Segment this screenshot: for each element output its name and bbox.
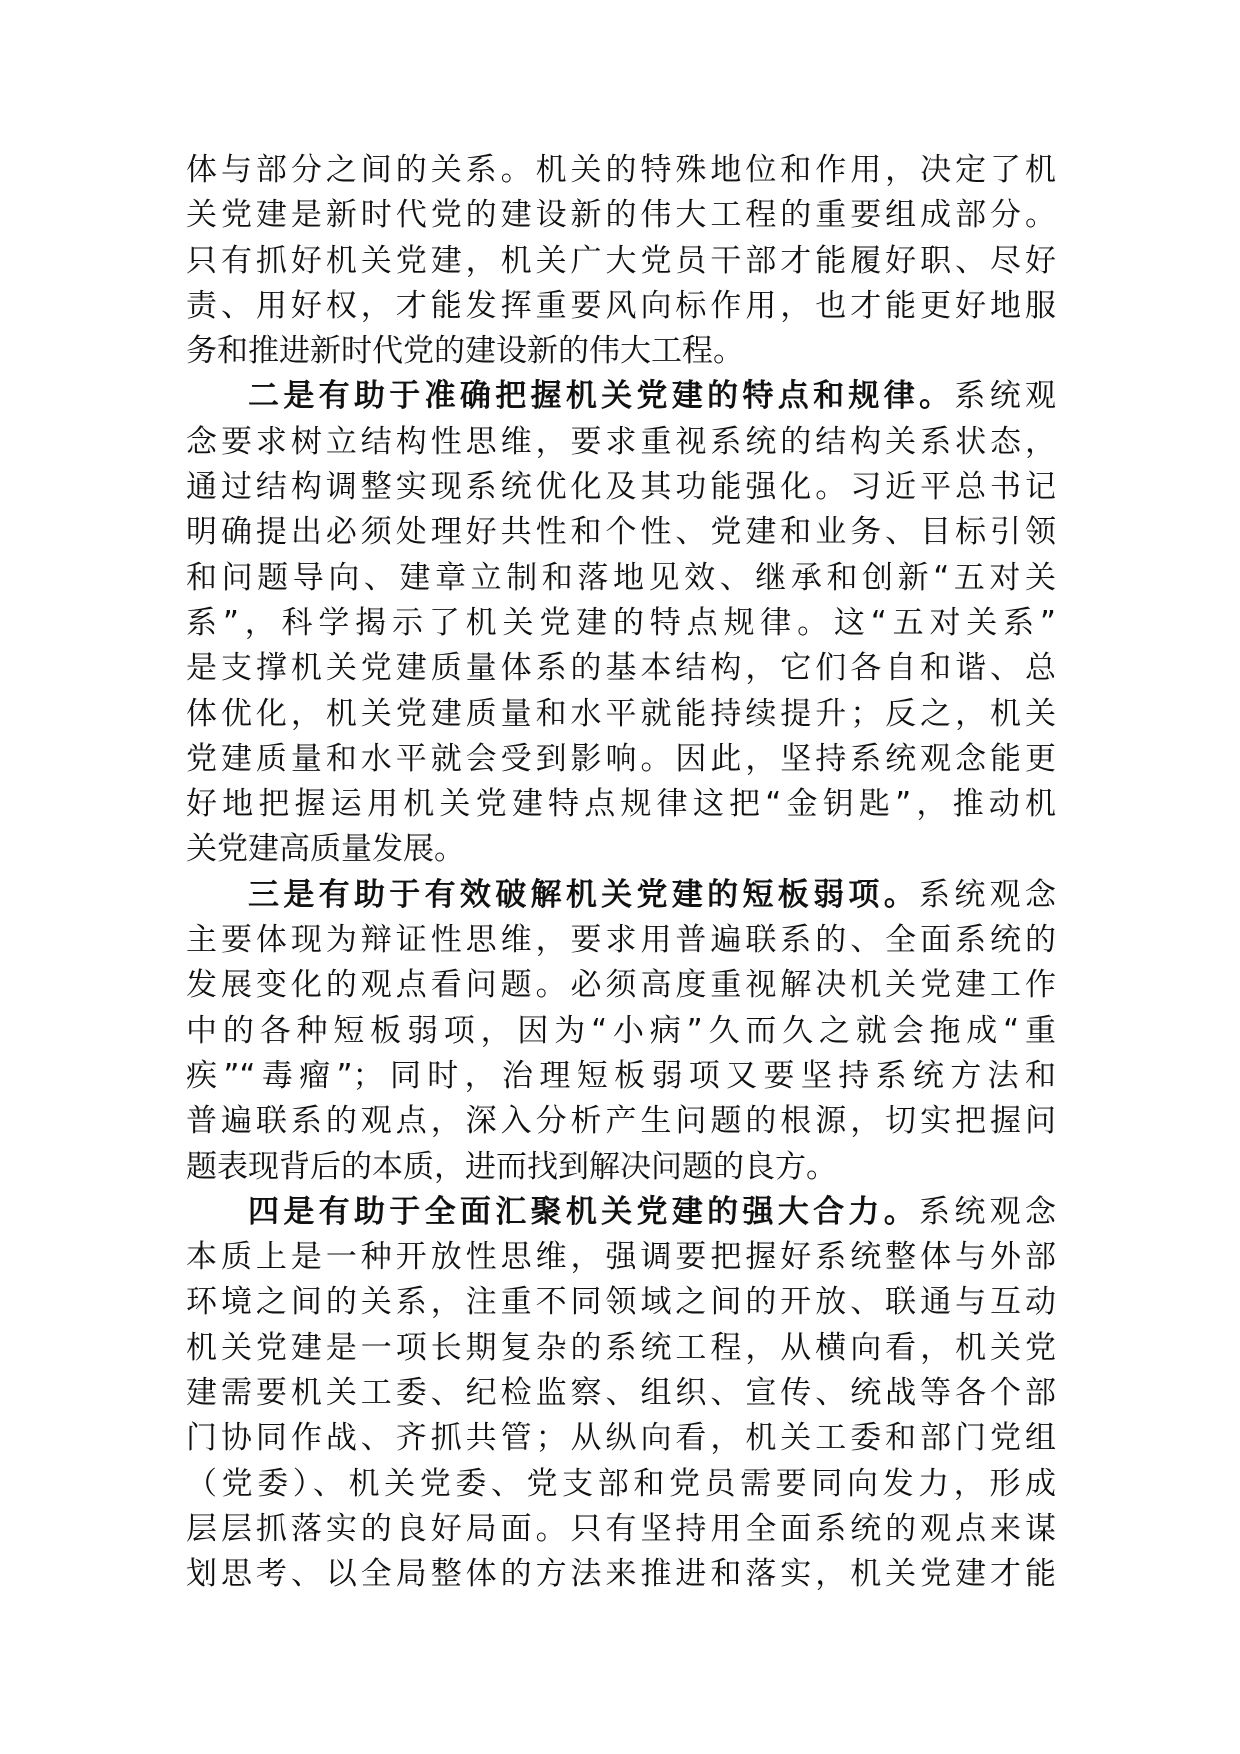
paragraph-first-line [186,873,1056,918]
paragraph-lead-heading: 四是有助于全面汇聚机关党建的强大合力。 [248,1193,920,1230]
body-text [186,148,1056,1598]
paragraph-4 [186,1190,1056,1598]
text-line: 和问题导向、建章立制和落地见效、继承和创新“五对关 [186,559,1056,596]
text-line: 主要体现为辩证性思维，要求用普遍联系的、全面系统的 [186,922,1056,959]
text-line: 系”，科学揭示了机关党建的特点规律。这“五对关系” [186,604,1056,641]
text-segment: 系统观念 [919,1193,1056,1230]
text-line: 务和推进新时代党的建设新的伟大工程。 [186,333,744,370]
text-line: 题表现背后的本质，进而找到解决问题的良方。 [186,1148,837,1185]
text-line: 体与部分之间的关系。机关的特殊地位和作用，决定了机 [186,152,1056,188]
text-line: 好地把握运用机关党建特点规律这把“金钥匙”，推动机 [186,786,1056,823]
paragraph-3 [186,873,1056,1190]
text-line: 划思考、以全局整体的方法来推进和落实，机关党建才能 [186,1556,1056,1593]
text-line: 中的各种短板弱项，因为“小病”久而久之就会拖成“重 [186,1012,1056,1049]
paragraph-lead-heading: 三是有助于有效破解机关党建的短板弱项。 [248,876,920,913]
paragraph-first-line [186,1190,1056,1235]
text-segment: 系统观 [954,378,1056,415]
paragraph-2 [186,374,1056,872]
text-line: 是支撑机关党建质量体系的基本结构，它们各自和谐、总 [186,650,1056,687]
text-line: 普遍联系的观点，深入分析产生问题的根源，切实把握问 [186,1103,1056,1140]
text-line: 门协同作战、齐抓共管；从纵向看，机关工委和部门党组 [186,1420,1056,1457]
text-line: 责、用好权，才能发挥重要风向标作用，也才能更好地服 [186,287,1056,324]
text-segment: 系统观念 [919,876,1056,913]
paragraph-first-line [186,374,1056,419]
text-line: 环境之间的关系，注重不同领域之间的开放、联通与互动 [186,1284,1056,1321]
text-line: 通过结构调整实现系统优化及其功能强化。习近平总书记 [186,469,1056,506]
paragraph-lead-heading: 二是有助于准确把握机关党建的特点和规律。 [248,378,955,415]
text-line: 关党建是新时代党的建设新的伟大工程的重要组成部分。 [186,197,1056,234]
text-line: 层层抓落实的良好局面。只有坚持用全面系统的观点来谋 [186,1510,1056,1547]
text-line: 发展变化的观点看问题。必须高度重视解决机关党建工作 [186,967,1056,1004]
text-line: 党建质量和水平就会受到影响。因此，坚持系统观念能更 [186,740,1056,777]
text-line: 关党建高质量发展。 [186,831,465,868]
text-line: （党委）、机关党委、党支部和党员需要同向发力，形成 [186,1465,1056,1502]
text-line: 念要求树立结构性思维，要求重视系统的结构关系状态， [186,423,1056,460]
text-line: 本质上是一种开放性思维，强调要把握好系统整体与外部 [186,1239,1056,1276]
text-line: 建需要机关工委、纪检监察、组织、宣传、统战等各个部 [186,1375,1056,1412]
text-line: 机关党建是一项长期复杂的系统工程，从横向看，机关党 [186,1329,1056,1366]
text-line: 疾”“毒瘤”；同时，治理短板弱项又要坚持系统方法和 [186,1057,1056,1094]
text-line: 明确提出必须处理好共性和个性、党建和业务、目标引领 [186,514,1056,551]
paragraph-1 [186,148,1056,374]
text-line: 只有抓好机关党建，机关广大党员干部才能履好职、尽好 [186,242,1056,279]
text-line: 体优化，机关党建质量和水平就能持续提升；反之，机关 [186,695,1056,732]
